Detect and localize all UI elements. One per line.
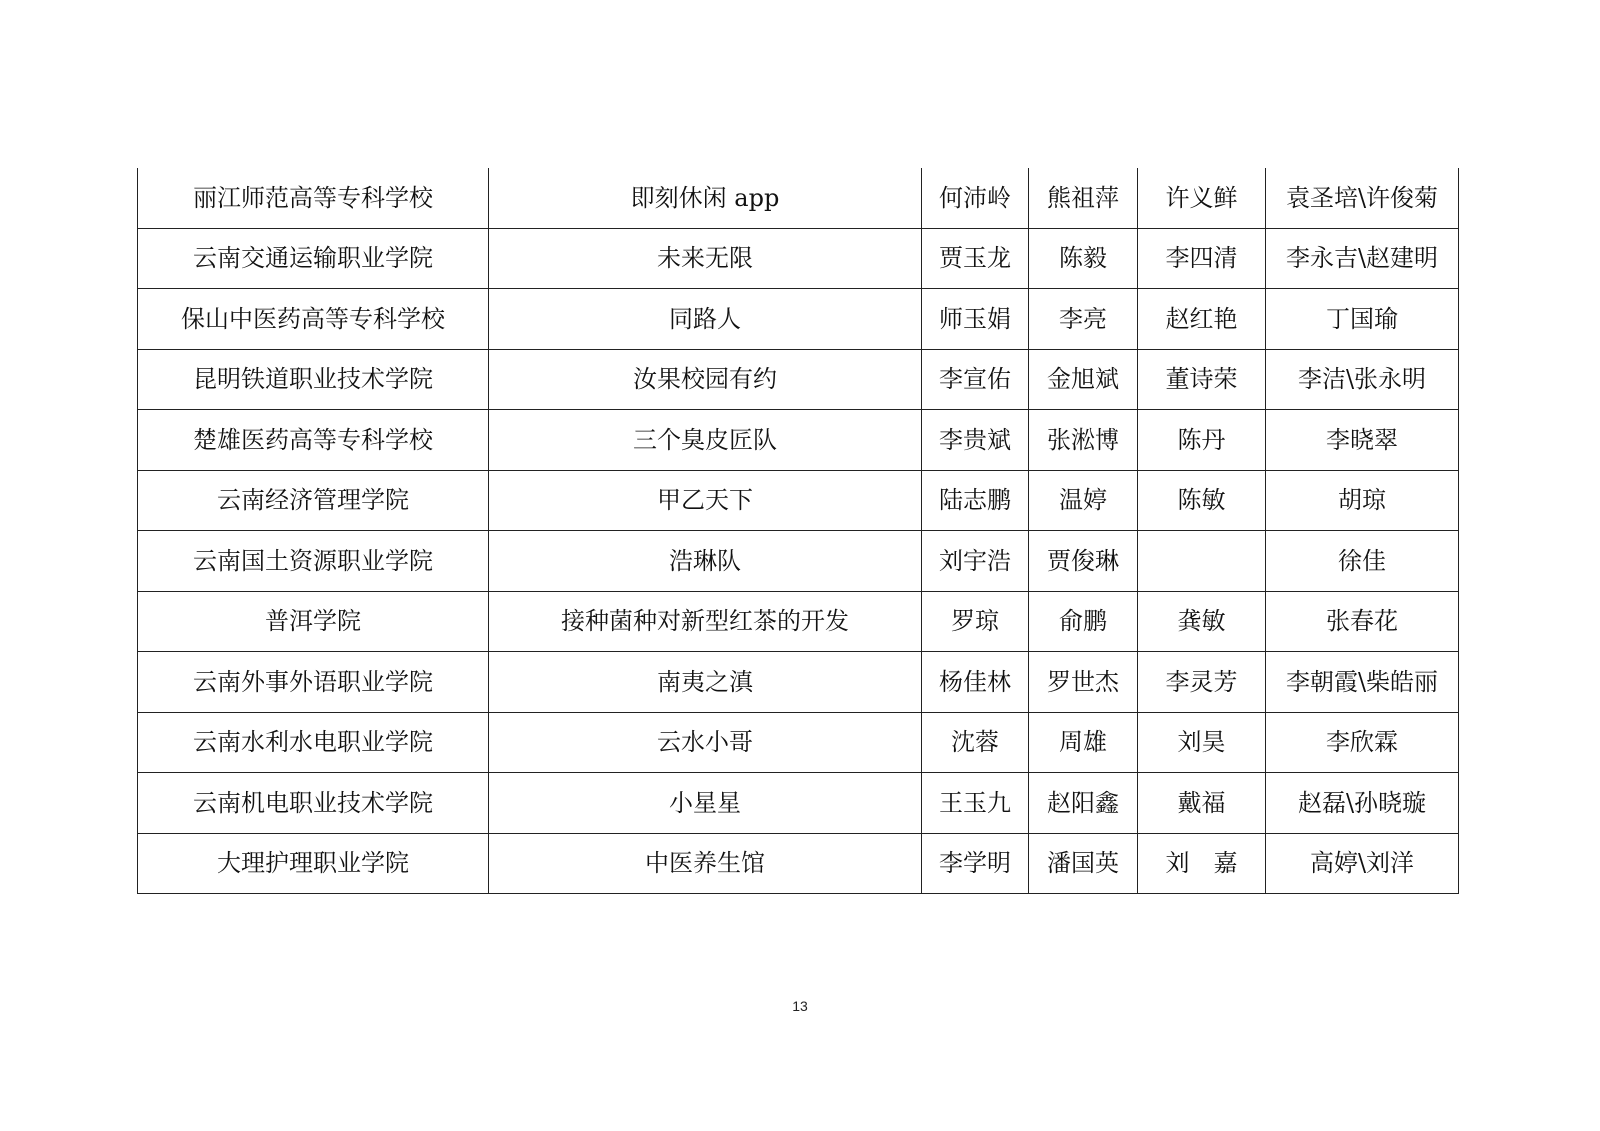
table-row [138, 289, 1459, 350]
advisor-cell: 张春花 [1266, 591, 1459, 652]
member-cell [1138, 531, 1266, 592]
page-number: 13 [792, 998, 808, 1014]
member-cell: 温婷 [1029, 470, 1138, 531]
member-cell: 刘 嘉 [1138, 833, 1266, 894]
project-cell: 三个臭皮匠队 [489, 410, 922, 471]
advisor-cell: 丁国瑜 [1266, 289, 1459, 350]
school-cell: 云南外事外语职业学院 [138, 652, 489, 713]
member-cell: 金旭斌 [1029, 349, 1138, 410]
member-cell: 杨佳林 [922, 652, 1029, 713]
table-row [138, 833, 1459, 894]
member-cell: 陈丹 [1138, 410, 1266, 471]
school-cell: 普洱学院 [138, 591, 489, 652]
member-cell: 潘国英 [1029, 833, 1138, 894]
member-cell: 赵阳鑫 [1029, 773, 1138, 834]
school-cell: 保山中医药高等专科学校 [138, 289, 489, 350]
project-cell: 汝果校园有约 [489, 349, 922, 410]
project-cell: 浩琳队 [489, 531, 922, 592]
member-cell: 罗琼 [922, 591, 1029, 652]
member-cell: 戴福 [1138, 773, 1266, 834]
member-cell: 何沛岭 [922, 168, 1029, 228]
member-cell: 李学明 [922, 833, 1029, 894]
member-cell: 贾玉龙 [922, 228, 1029, 289]
table-row [138, 168, 1459, 228]
advisor-cell: 李洁\张永明 [1266, 349, 1459, 410]
member-cell: 师玉娟 [922, 289, 1029, 350]
member-cell: 李宣佑 [922, 349, 1029, 410]
team-roster-table [137, 168, 1459, 894]
school-cell: 丽江师范高等专科学校 [138, 168, 489, 228]
member-cell: 张淞博 [1029, 410, 1138, 471]
member-cell: 董诗荣 [1138, 349, 1266, 410]
member-cell: 刘昊 [1138, 712, 1266, 773]
project-cell: 小星星 [489, 773, 922, 834]
school-cell: 云南水利水电职业学院 [138, 712, 489, 773]
table-row [138, 652, 1459, 713]
advisor-cell: 李永吉\赵建明 [1266, 228, 1459, 289]
project-cell: 接种菌种对新型红茶的开发 [489, 591, 922, 652]
school-cell: 云南机电职业技术学院 [138, 773, 489, 834]
member-cell: 龚敏 [1138, 591, 1266, 652]
project-cell: 即刻休闲 app [489, 168, 922, 228]
table-row [138, 712, 1459, 773]
project-cell: 甲乙天下 [489, 470, 922, 531]
member-cell: 罗世杰 [1029, 652, 1138, 713]
member-cell: 李灵芳 [1138, 652, 1266, 713]
table-row [138, 228, 1459, 289]
table-row [138, 410, 1459, 471]
member-cell: 陈敏 [1138, 470, 1266, 531]
project-cell: 同路人 [489, 289, 922, 350]
member-cell: 陆志鹏 [922, 470, 1029, 531]
member-cell: 刘宇浩 [922, 531, 1029, 592]
member-cell: 熊祖萍 [1029, 168, 1138, 228]
table-row [138, 470, 1459, 531]
member-cell: 李贵斌 [922, 410, 1029, 471]
member-cell: 周雄 [1029, 712, 1138, 773]
school-cell: 云南交通运输职业学院 [138, 228, 489, 289]
advisor-cell: 李晓翠 [1266, 410, 1459, 471]
member-cell: 陈毅 [1029, 228, 1138, 289]
school-cell: 大理护理职业学院 [138, 833, 489, 894]
advisor-cell: 高婷\刘洋 [1266, 833, 1459, 894]
project-cell: 云水小哥 [489, 712, 922, 773]
member-cell: 许义鲜 [1138, 168, 1266, 228]
school-cell: 昆明铁道职业技术学院 [138, 349, 489, 410]
advisor-cell: 李欣霖 [1266, 712, 1459, 773]
advisor-cell: 赵磊\孙晓璇 [1266, 773, 1459, 834]
member-cell: 沈蓉 [922, 712, 1029, 773]
member-cell: 赵红艳 [1138, 289, 1266, 350]
project-cell: 中医养生馆 [489, 833, 922, 894]
member-cell: 王玉九 [922, 773, 1029, 834]
project-cell: 未来无限 [489, 228, 922, 289]
member-cell: 李四清 [1138, 228, 1266, 289]
advisor-cell: 胡琼 [1266, 470, 1459, 531]
member-cell: 贾俊琳 [1029, 531, 1138, 592]
member-cell: 李亮 [1029, 289, 1138, 350]
school-cell: 云南经济管理学院 [138, 470, 489, 531]
advisor-cell: 李朝霞\柴皓丽 [1266, 652, 1459, 713]
table-row [138, 531, 1459, 592]
table-row [138, 349, 1459, 410]
member-cell: 俞鹏 [1029, 591, 1138, 652]
table-row [138, 773, 1459, 834]
school-cell: 楚雄医药高等专科学校 [138, 410, 489, 471]
advisor-cell: 袁圣培\许俊菊 [1266, 168, 1459, 228]
school-cell: 云南国土资源职业学院 [138, 531, 489, 592]
project-cell: 南夷之滇 [489, 652, 922, 713]
table-row [138, 591, 1459, 652]
advisor-cell: 徐佳 [1266, 531, 1459, 592]
